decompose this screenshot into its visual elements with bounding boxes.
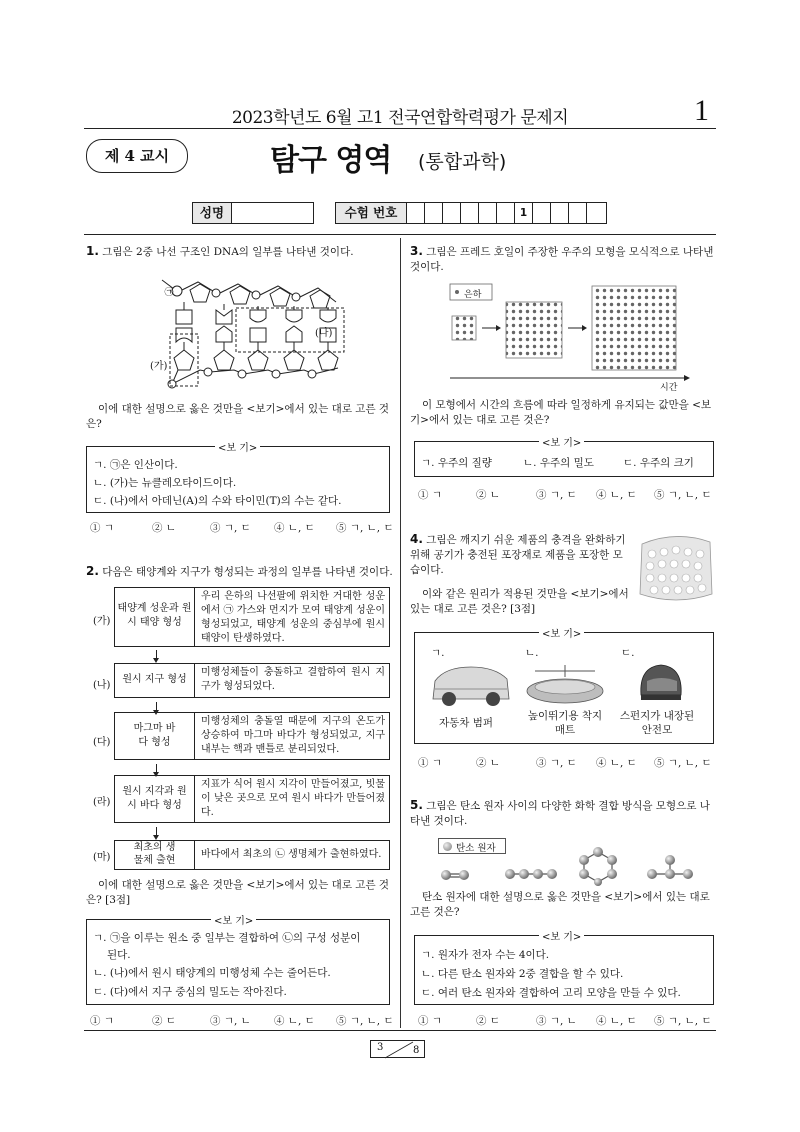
page-current: 3 [377,1042,384,1053]
choice-2[interactable]: ② ㄷ [152,1015,176,1027]
flow-arrow [156,650,157,658]
q4-bogi-box [414,629,714,744]
name-label: 성명 [192,202,232,224]
q2-step-box [114,712,390,760]
q4-item-caption: 스펀지가 내장된 안전모 [619,710,695,736]
q4-item-caption: 높이뛰기용 착지 매트 [527,710,603,736]
q3-number: 3. [410,244,423,258]
sugar-pentagon [230,286,250,304]
q1-label-na: (나) [315,328,333,339]
sugar-pentagon [318,350,338,370]
choice-3[interactable]: ③ ㄱ, ㄴ [536,1015,577,1027]
flow-arrow [156,764,157,772]
q2-step-label: (가) [93,616,111,627]
q2-step-desc: 우리 은하의 나선팔에 위치한 거대한 성운에서 ㉠ 가스와 먼지가 모여 태양계 성운이 형성되었고, 태양계 성운의 중심부에 원시 태양이 탄생하였다. [201,591,385,644]
exam-no-cell[interactable] [550,202,569,224]
q2-step-box [114,587,390,647]
q2-step-label: (라) [93,797,111,808]
choice-2[interactable]: ② ㄷ [476,1015,500,1027]
choice-4[interactable]: ④ ㄴ, ㄷ [274,1015,315,1027]
choice-5[interactable]: ⑤ ㄱ, ㄴ, ㄷ [654,1015,712,1027]
q4-choices [414,755,720,771]
q4-item-mark: ㄱ. [431,647,445,659]
choice-5[interactable]: ⑤ ㄱ, ㄴ, ㄷ [654,757,712,769]
q2-bogi-item: ㄷ. (다)에서 지구 중심의 밀도는 작아진다. [93,986,287,998]
choice-1[interactable]: ① ㄱ [418,489,442,501]
q4-item-mark: ㄷ. [621,647,635,659]
exam-no-label: 수험 번호 [335,202,407,224]
q5-bogi-box [414,932,714,1005]
helmet-image [635,661,685,707]
choice-3[interactable]: ③ ㄱ, ㄷ [210,522,251,534]
exam-no-cell[interactable] [460,202,479,224]
q2-step-box [114,663,390,698]
sugar-pentagon [284,350,304,370]
exam-no-cell[interactable] [478,202,497,224]
q5-bogi-head: <보 기> [539,928,584,943]
sugar-pentagon [310,290,330,308]
q3-prompt [410,244,716,275]
exam-no-digit: 1 [514,202,533,224]
q3-prompt-text: 그림은 프레드 호일이 주장한 우주의 모형을 모식적으로 나타낸 것이다. [410,246,714,273]
choice-3[interactable]: ③ ㄱ, ㄴ [210,1015,251,1027]
page-total: 8 [413,1045,420,1056]
choice-3[interactable]: ③ ㄱ, ㄷ [536,489,577,501]
q2-bogi-item: 된다. [107,949,131,961]
q2-instruction: 이에 대한 설명으로 옳은 것만을 <보기>에서 있는 대로 고른 것은? [3점] [86,879,390,906]
q5-instruction: 탄소 원자에 대한 설명으로 옳은 것만을 <보기>에서 있는 대로 고른 것은? [410,891,710,918]
sugar-pentagon [190,284,210,302]
q2-step-label: (다) [93,737,111,748]
q2-step-name: 원시 지각과 원시 바다 형성 [115,776,195,822]
flow-arrow [156,827,157,835]
q1-prompt-text: 그림은 2중 나선 구조인 DNA의 일부를 나타낸 것이다. [102,246,354,258]
exam-no-cell[interactable] [532,202,551,224]
q2-step-name: 태양계 성운과 원시 태양 형성 [115,588,195,646]
q2-step-name: 최초의 생물체 출현 [115,841,195,869]
q5-bogi-item: ㄷ. 여러 탄소 원자와 결합하여 고리 모양을 만들 수 있다. [421,987,681,999]
phosphate-circle [292,293,300,301]
q5-number: 5. [410,798,423,812]
label-circle-a: ㉠ [164,288,174,298]
q1-bogi-item: ㄴ. (가)는 뉴클레오타이드이다. [93,477,237,489]
q1-number: 1. [86,244,99,258]
bubble-wrap-package-image [636,528,716,608]
page-badge: 1 [694,94,709,127]
exam-title: 2023학년도 6월 고1 전국연합학력평가 문제지 [231,108,569,128]
car-bumper-image [431,661,511,707]
q2-step-box [114,775,390,823]
q2-step-desc: 미행성체들이 충돌하고 결합하여 원시 지구가 형성되었다. [201,667,385,692]
page-indicator [370,1040,425,1058]
q3-instruction: 이 모형에서 시간의 흐름에 따라 일정하게 유지되는 값만을 <보기>에서 있는 대로 고른 것은? [410,399,712,426]
q5-bogi-item: ㄱ. 원자가 전자 수는 4이다. [421,949,550,961]
sugar-pentagon [248,350,268,370]
q2-step-label: (마) [93,852,111,863]
phosphate-circle [212,289,220,297]
q3-axis-label: 시간 [660,383,678,393]
choice-5[interactable]: ⑤ ㄱ, ㄴ, ㄷ [654,489,712,501]
q3-legend-label: 은하 [464,290,482,300]
choice-1[interactable]: ① ㄱ [90,1015,114,1027]
q2-step-desc: 지표가 식어 원시 지각이 만들어졌고, 빗물이 낮은 곳으로 모여 원시 바다가 만들어졌다. [201,779,385,818]
q1-bogi-item: ㄷ. (나)에서 아데닌(A)의 수와 타이민(T)의 수는 같다. [93,495,342,507]
landing-mat-image [525,663,605,707]
choice-4[interactable]: ④ ㄴ, ㄷ [596,1015,637,1027]
q4-prompt-text: 그림은 깨지기 쉬운 제품의 충격을 완화하기 위해 공기가 충전된 포장재로 제품을 포장한 모습이다. [410,534,626,576]
q2-step-label: (나) [93,680,111,691]
period-badge: 제 4 교시 [86,139,188,173]
q1-bogi-box [86,443,390,513]
q3-bogi-item: ㄱ. 우주의 질량 [421,457,492,469]
q1-bogi-head: <보 기> [215,439,260,454]
universe-large [592,286,676,370]
name-field[interactable] [231,202,314,224]
q5-legend-label: 탄소 원자 [456,843,496,854]
q5-prompt [410,798,716,829]
column-divider [400,238,401,1028]
area-subtitle: (통합과학) [418,151,507,173]
sugar-pentagon [270,288,290,306]
sugar-pentagon [174,350,194,370]
q1-choices [86,520,396,536]
q1-label-ga: (가) [150,361,168,372]
universe-small [452,316,476,340]
q2-bogi-item: ㄱ. ㉠을 이루는 원소 중 일부는 결합하여 ㉡의 구성 성분이 [93,932,361,944]
q4-number: 4. [410,532,423,546]
choice-3[interactable]: ③ ㄱ, ㄷ [536,757,577,769]
q3-bogi-item: ㄷ. 우주의 크기 [623,457,694,469]
choice-2[interactable]: ② ㄴ [152,522,176,534]
q3-choices [414,487,720,503]
q2-step-name: 마그마 바다 형성 [115,713,195,759]
q3-bogi-item: ㄴ. 우주의 밀도 [523,457,594,469]
choice-4[interactable]: ④ ㄴ, ㄷ [274,522,315,534]
flow-arrow [156,702,157,710]
choice-1[interactable]: ① ㄱ [90,522,114,534]
q4-bogi-head: <보 기> [539,625,584,640]
q2-prompt-text: 다음은 태양계와 지구가 형성되는 과정의 일부를 나타낸 것이다. [102,566,393,578]
q2-step-desc: 바다에서 최초의 ㉡ 생명체가 출현하였다. [201,849,382,860]
choice-1[interactable]: ① ㄱ [418,1015,442,1027]
id-row [0,202,800,224]
q4-prompt [410,532,632,578]
exam-no-cell[interactable] [586,202,607,224]
choice-4[interactable]: ④ ㄴ, ㄷ [596,757,637,769]
q5-choices [414,1013,720,1029]
choice-5[interactable]: ⑤ ㄱ, ㄴ, ㄷ [336,1015,394,1027]
q4-item-mark: ㄴ. [525,647,539,659]
exam-no-cell[interactable] [406,202,425,224]
q2-number: 2. [86,564,99,578]
q2-choices [86,1013,396,1029]
choice-5[interactable]: ⑤ ㄱ, ㄴ, ㄷ [336,522,394,534]
universe-medium [506,302,562,358]
phosphate-circle [252,291,260,299]
q2-step-desc: 미행성체의 충돌열 때문에 지구의 온도가 상승하여 마그마 바다가 형성되었고, 지구 내부는 핵과 맨틀로 분리되었다. [201,716,385,755]
sugar-pentagon [214,350,234,370]
q2-step-name: 원시 지구 형성 [115,664,195,697]
q3-bogi-head: <보 기> [539,434,584,449]
q2-prompt [86,564,396,580]
q2-bogi-box [86,916,390,1005]
carbon-bonding-models [438,846,710,886]
q4-instruction: 이와 같은 원리가 적용된 것만을 <보기>에서 있는 대로 고른 것은? [3점] [410,588,629,615]
exam-no-cell[interactable] [496,202,515,224]
exam-no-cell[interactable] [442,202,461,224]
galaxy-dot-icon [455,290,459,294]
header-bottom-rule [84,234,716,235]
q1-prompt [86,244,394,260]
q2-step-box [114,840,390,870]
area-title: 탐구 영역 [270,143,392,178]
choice-2[interactable]: ② ㄴ [476,757,500,769]
choice-4[interactable]: ④ ㄴ, ㄷ [596,489,637,501]
q5-bogi-item: ㄴ. 다른 탄소 원자와 2중 결합을 할 수 있다. [421,968,624,980]
exam-no-cell[interactable] [568,202,587,224]
q2-bogi-head: <보 기> [211,912,256,927]
q2-bogi-item: ㄴ. (나)에서 원시 태양계의 미행성체 수는 줄어든다. [93,967,331,979]
q4-item-caption: 자동차 범퍼 [439,717,494,729]
header-rule [84,128,716,129]
q1-instruction: 이에 대한 설명으로 옳은 것만을 <보기>에서 있는 대로 고른 것은? [86,403,390,430]
footer-rule [84,1030,716,1031]
choice-1[interactable]: ① ㄱ [418,757,442,769]
q5-prompt-text: 그림은 탄소 원자 사이의 다양한 화학 결합 방식을 모형으로 나타낸 것이다. [410,800,710,827]
exam-no-cell[interactable] [424,202,443,224]
q3-bogi-box [414,438,714,477]
q1-bogi-item: ㄱ. ㉠은 인산이다. [93,459,178,471]
choice-2[interactable]: ② ㄴ [476,489,500,501]
